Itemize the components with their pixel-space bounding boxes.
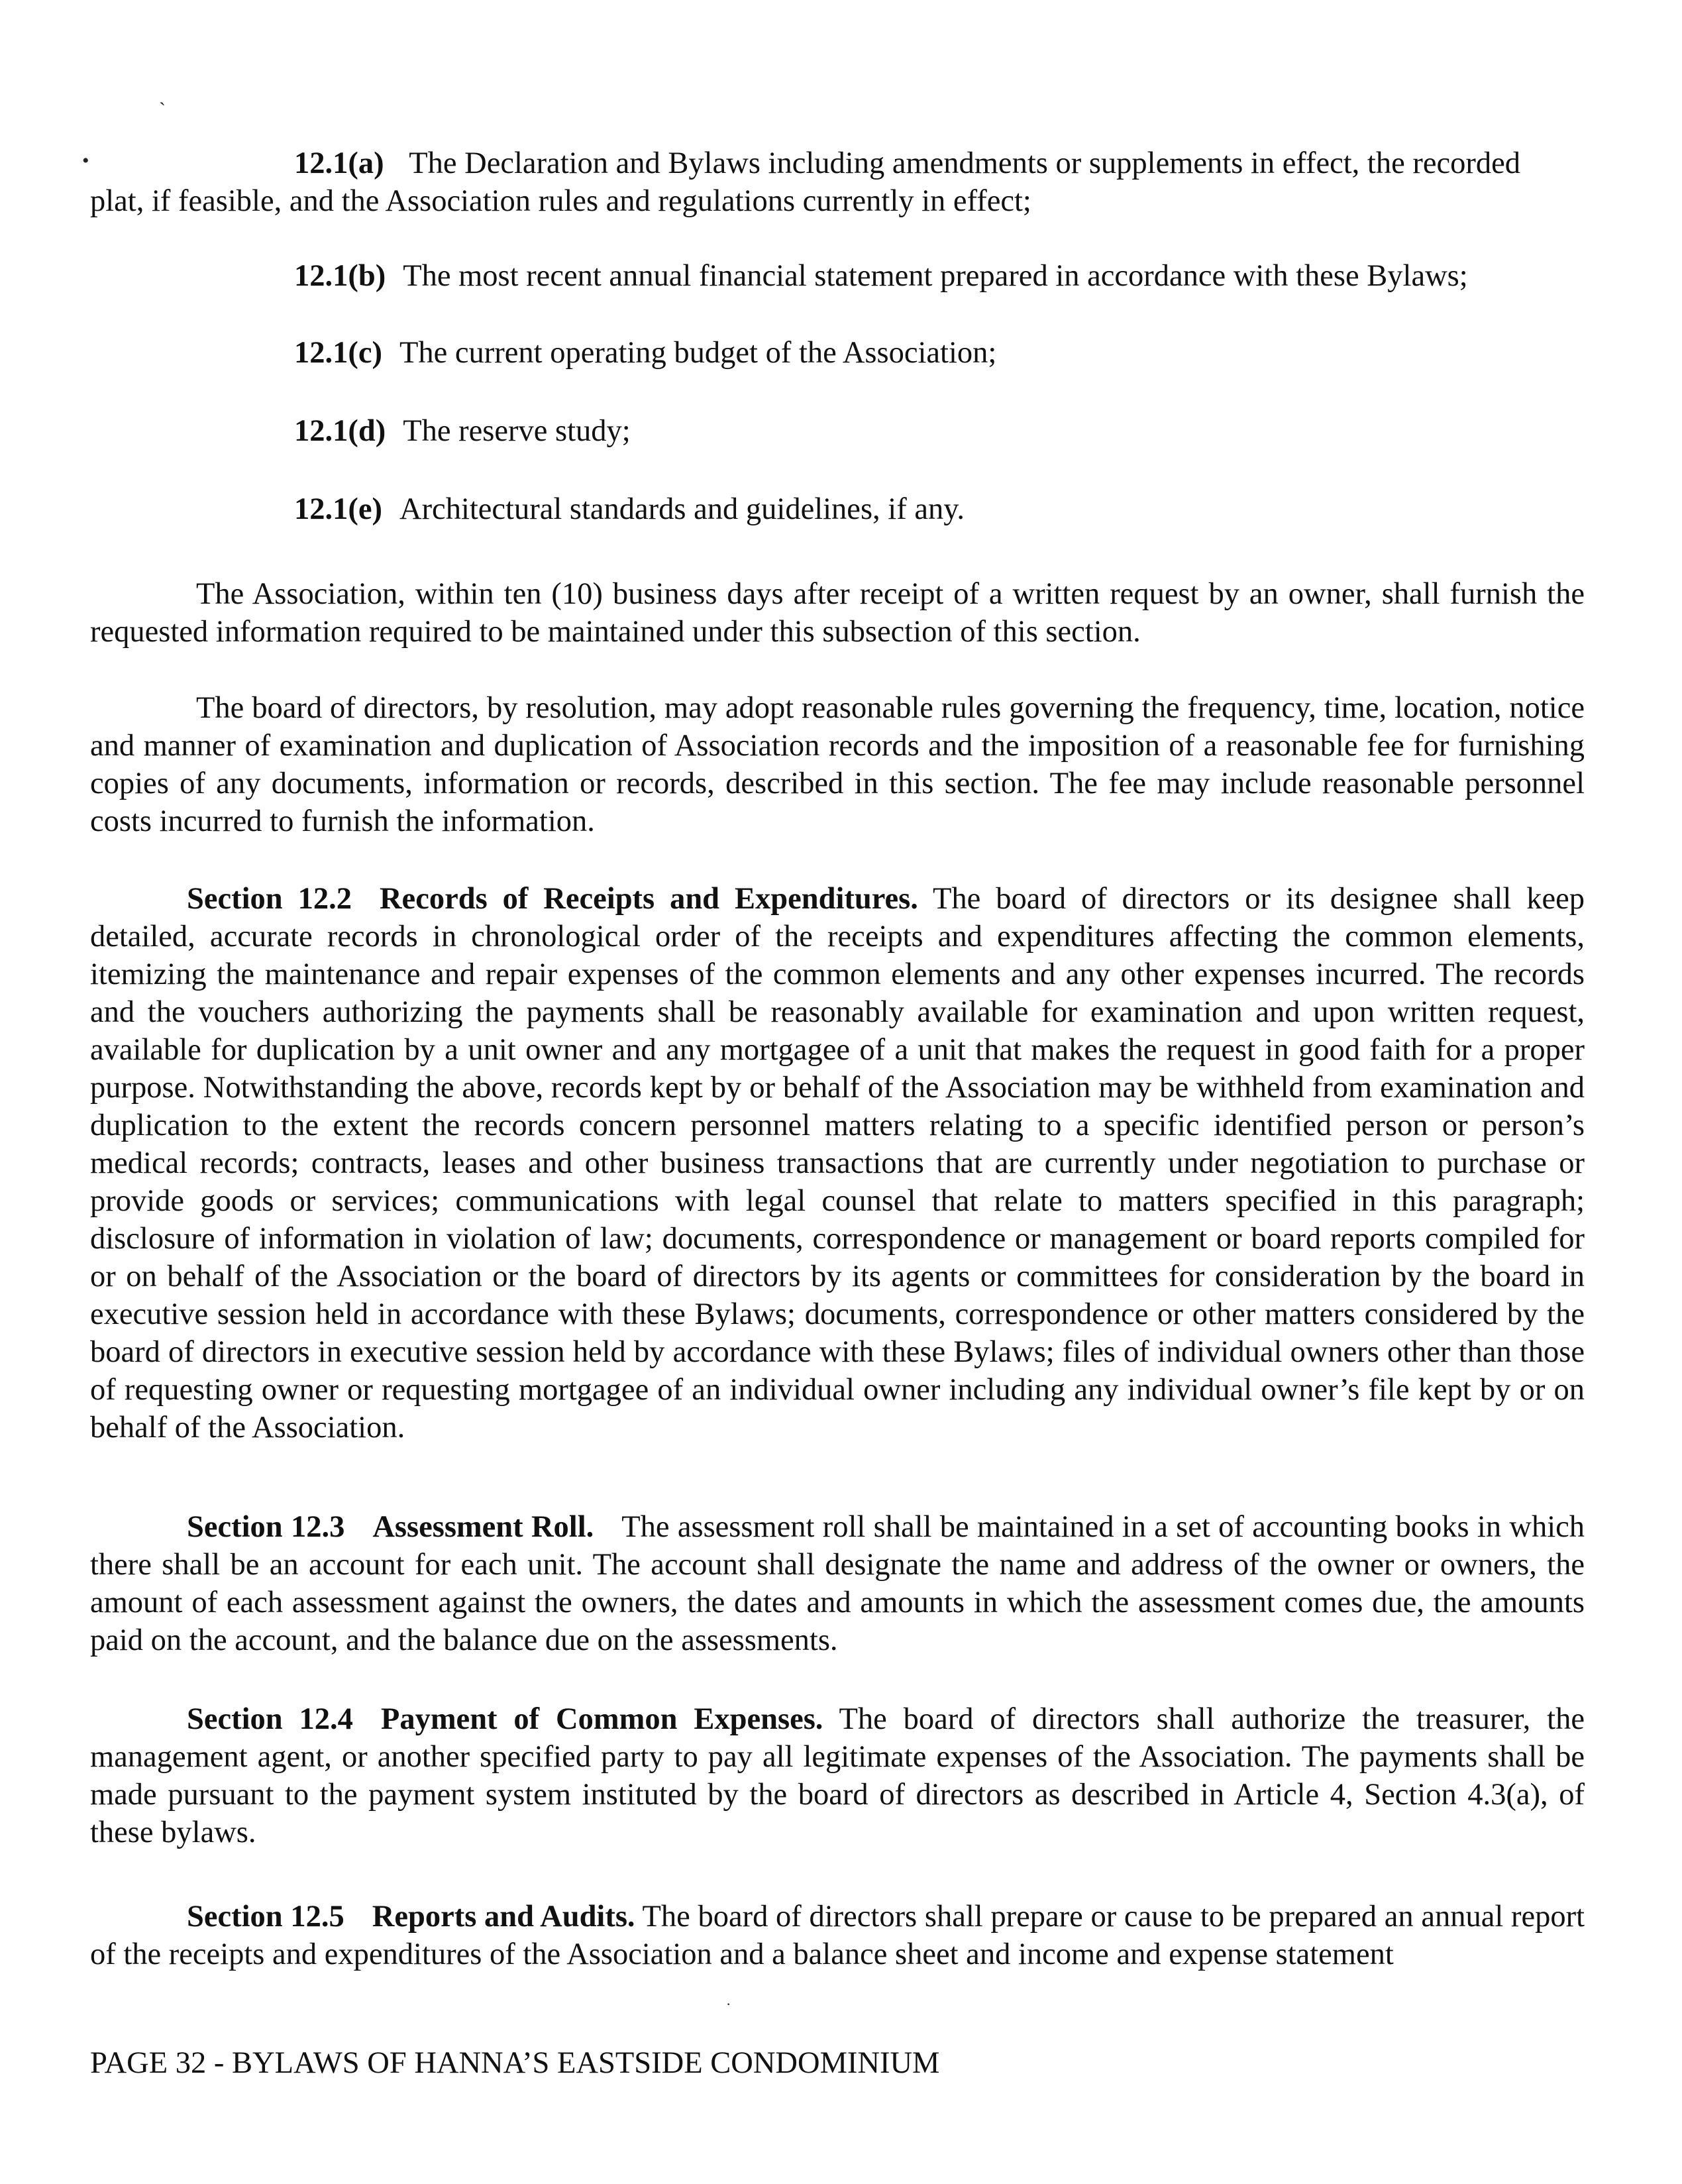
page-footer: PAGE 32 - BYLAWS OF HANNA’S EASTSIDE CONDOMINIUM xyxy=(90,2046,940,2080)
scan-mark-bottom: · xyxy=(726,1996,731,2012)
item-label: 12.1(e) xyxy=(294,492,382,526)
item-label: 12.1(a) xyxy=(294,146,384,180)
item-text: The Declaration and Bylaws including amendments or supplements in effect, the recorded xyxy=(409,146,1521,180)
section-body: The board of directors or its designee shall keep detailed, accurate records in chronological order of the receipts and expenditures affecting the common elements, itemizing the maintenance and repair expenses of the common elements and any other expenses incurred. The records and the vouchers authorizing the payments shall be reasonably available for examination and upon written request, available for duplication by a unit owner and any mortgagee of a unit that makes the request in good faith for a proper purpose. Notwithstanding the above, records kept by or behalf of the Association may be withheld from examination and duplication to the extent the records concern personnel matters relating to a specific identified person or person’s medical records; contracts, leases and other business transactions that are currently under negotiation to purchase or provide goods or services; communications with legal counsel that relate to matters specified in this paragraph; disclosure of information in violation of law; documents, correspondence or management or board reports compiled for or on behalf of the Association or the board of directors by its agents or committees for consideration by the board in executive session held in accordance with these Bylaws; documents, correspondence or other matters considered by the board of directors in executive session held by accordance with these Bylaws; files of individual owners other than those of requesting owner or requesting mortgagee of an individual owner including any individual owner’s file kept by or on behalf of the Association. xyxy=(90,882,1585,1445)
item-continuation: plat, if feasible, and the Association rules and regulations currently in effect; xyxy=(90,184,1031,218)
item-12-1-b xyxy=(294,257,1593,295)
item-text: The most recent annual financial statement prepared in accordance with these Bylaws; xyxy=(403,259,1468,293)
section-title: Reports and Audits. xyxy=(372,1900,635,1934)
item-12-1-d xyxy=(294,412,1593,450)
section-title: Assessment Roll. xyxy=(372,1510,594,1544)
section-number: Section 12.3 xyxy=(187,1510,345,1544)
item-12-1-c xyxy=(294,334,1593,372)
section-body: The board of directors shall prepare or cause to be prepared an annual report of the receipts and expenditures of the Association and a balance sheet and income and expense statement xyxy=(90,1900,1585,1971)
paragraph-rules: The board of directors, by resolution, may adopt reasonable rules governing the frequency, time, location, notice and manner of examination and duplication of Association records and the imposition of a reasonable fee for furnishing copies of any documents, information or records, described in this section. The fee may include reasonable personnel costs incurred to furnish the information. xyxy=(90,691,1585,838)
item-text: Architectural standards and guidelines, if any. xyxy=(399,492,965,526)
item-label: 12.1(b) xyxy=(294,259,386,293)
scan-mark-left: • xyxy=(82,150,89,172)
section-12-4 xyxy=(90,1700,1585,1851)
section-number: Section 12.2 xyxy=(187,882,352,916)
section-title: Payment of Common Expenses. xyxy=(380,1702,823,1736)
paragraph-furnish: The Association, within ten (10) business days after receipt of a written request by an owner, shall furnish the requested information required to be maintained under this subsection of this section. xyxy=(90,577,1585,649)
section-12-5 xyxy=(90,1898,1585,1973)
item-12-1-e xyxy=(294,490,1593,528)
section-body: The board of directors shall authorize the treasurer, the management agent, or another specified party to pay all legitimate expenses of the Association. The payments shall be made pursuant to the payment system instituted by the board of directors as described in Article 4, Section 4.3(a), of these bylaws. xyxy=(90,1702,1585,1849)
section-title: Records of Receipts and Expenditures. xyxy=(379,882,918,916)
item-label: 12.1(c) xyxy=(294,336,382,370)
section-number: Section 12.4 xyxy=(187,1702,353,1736)
section-12-2 xyxy=(90,880,1585,1447)
item-label: 12.1(d) xyxy=(294,414,386,448)
section-number: Section 12.5 xyxy=(187,1900,344,1934)
section-body: The assessment roll shall be maintained in a set of accounting books in which there shall be an account for each unit. The account shall designate the name and address of the owner or owners, the amount of each assessment against the owners, the dates and amounts in which the assessment comes due, the amounts paid on the account, and the balance due on the assessments. xyxy=(90,1510,1585,1657)
item-text: The current operating budget of the Association; xyxy=(399,336,997,370)
section-12-3 xyxy=(90,1508,1585,1659)
scan-mark-top: ˴ xyxy=(159,90,166,112)
item-text: The reserve study; xyxy=(403,414,631,448)
item-12-1-a xyxy=(90,144,1585,220)
